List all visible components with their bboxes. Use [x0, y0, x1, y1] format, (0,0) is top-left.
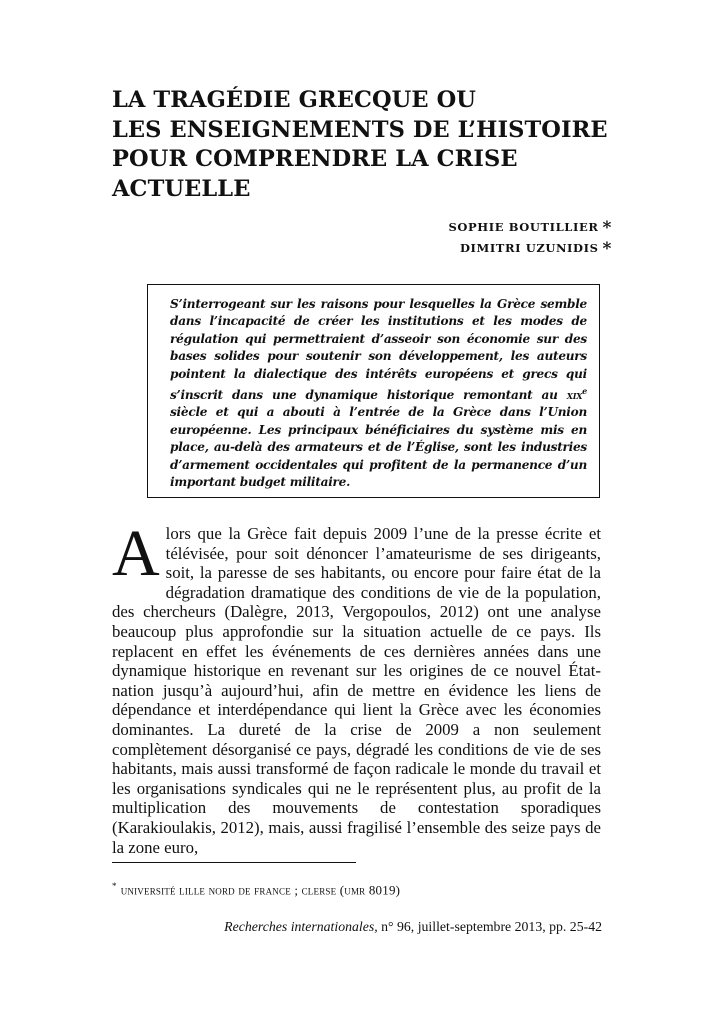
body-paragraph-text: lors que la Grèce fait depuis 2009 l’une de la presse écrite et télévisée, pour soit dénoncer l’amateurisme de ses dirigeants, soit, la paresse de ses habitants, ou encore pour faire état de la dégradation dramatique des conditions de vie de la population, des chercheurs (Dalègre, 2013, Vergopoulos, 2012) ont une analyse beaucoup plus approfondie sur la situation actuelle de ce pays. Ils replacent en effet les événements de ces dernières années dans une dynamique historique en revenant sur les origines de ce nouvel État-nation jusqu’à aujourd’hui, afin de mettre en évidence les liens de dépendance et interdépendance qui lient la Grèce avec les économies dominantes. La dureté de la crise de 2009 a non seulement complètement désorganisé ce pays, dégradé les conditions de vie de ses habitants, mais aussi transformé de façon radicale le monde du travail et les organisations syndicales qui ne le représentent plus, au profit de la multiplication des mouvements de contestation sporadiques (Karakioulakis, 2012), mais, aussi fragilisé l’ensemble des seize pays de la zone euro,	[112, 524, 601, 857]
title-line: LA TRAGÉDIE GRECQUE OU	[112, 87, 476, 113]
century-numeral: xix	[566, 388, 583, 403]
title-line: ACTUELLE	[112, 175, 251, 202]
century-superscript: e	[582, 386, 587, 397]
author-name: DIMITRI UZUNIDIS	[459, 241, 599, 255]
abstract-box	[147, 284, 600, 498]
title-line: LES ENSEIGNEMENTS DE L’HISTOIRE	[112, 116, 608, 143]
footnote-marker: *	[112, 881, 117, 891]
author-footnote-marker: *	[602, 218, 612, 238]
author-footnote-marker: *	[602, 239, 612, 259]
article-title	[112, 86, 632, 204]
footnote-rule	[112, 862, 356, 863]
title-line: POUR COMPRENDRE LA CRISE	[112, 146, 518, 172]
author-list	[449, 216, 612, 258]
author	[449, 237, 612, 258]
footnote-text: université lille nord de france ; clerse (umr 8019)	[120, 882, 401, 898]
abstract-text	[170, 296, 587, 492]
body-text	[112, 517, 601, 857]
author-name: SOPHIE BOUTILLIER	[448, 220, 599, 234]
journal-issue: , n° 96, juillet-septembre 2013, pp. 25-42	[374, 919, 602, 934]
abstract-part: S’interrogeant sur les raisons pour lesquelles la Grèce semble dans l’incapacité de créer les institutions et les modes de régulation qui permettraient d’asseoir son économie sur des bases solides pour soutenir son développement, les auteurs pointent la dialectique des intérêts européens et grecs qui s’inscrit dans une dynamique historique remontant au	[170, 297, 587, 403]
footnote	[112, 878, 400, 898]
abstract-part: siècle et qui a abouti à l’entrée de la Grèce dans l’Union européenne. Les principaux bénéficiaires du système mis en place, au-delà des armateurs et de l’Église, sont les industries d’armement occidentales qui profitent de la permanence d’un important budget militaire.	[170, 405, 587, 490]
author	[449, 216, 612, 237]
drop-cap: A	[112, 517, 160, 590]
journal-reference	[224, 918, 602, 935]
journal-name: Recherches internationales	[224, 919, 375, 934]
body-paragraph	[112, 517, 601, 857]
